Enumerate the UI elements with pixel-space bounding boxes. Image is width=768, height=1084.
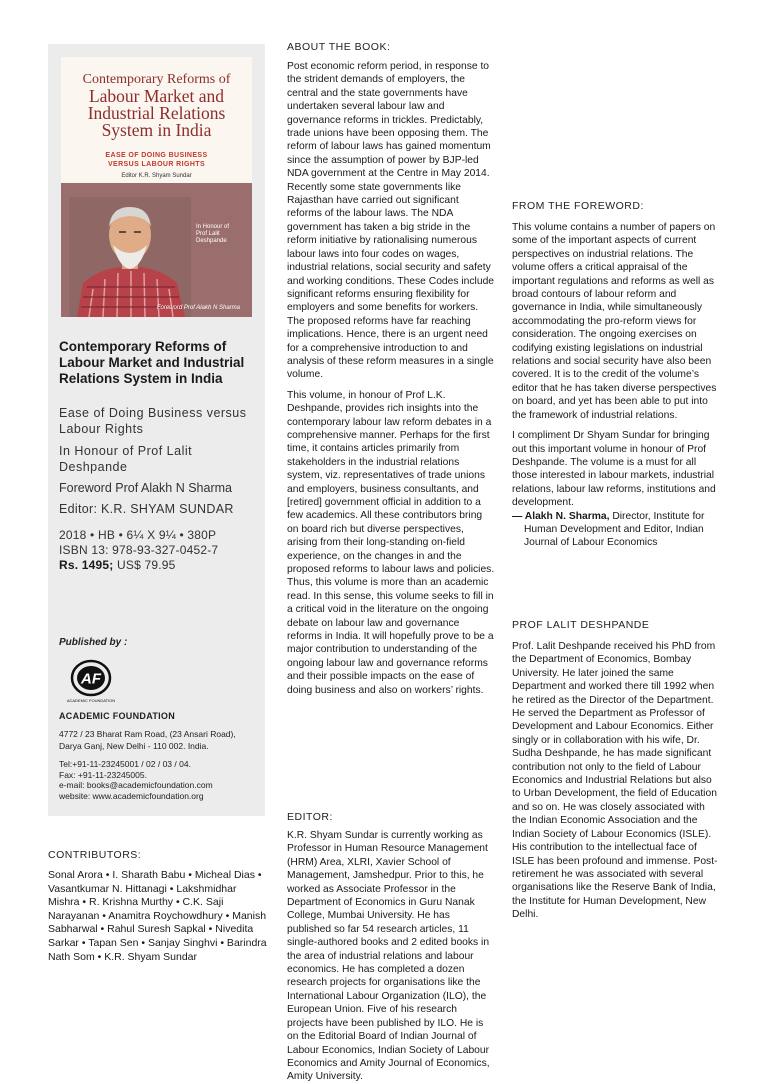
about-paragraph: Post economic reform period, in response to the strident demands of employers, the central and the state governments have undertaken several labour law and governance reforms in trickles. Predictably, trade unions have been opposing them. The reform of labour laws has gained momentum since the assumption of power by BJP-led NDA government at the Centre in May 2014. Recently some state governments like Rajasthan have carried out significant reforms of the labour laws. The NDA government has taken a big stride in the reform initiative by rationalising numerous labour laws into four codes on wages, industrial relations, social security and safety and working conditions. These Codes include significant reforms ensuring flexibility for employers and some benefits for workers. The proposed reforms have far reaching implications. Hence, there is an urgent need for a comprehensive introduction to and analysis of these reform measures in a single volume. — [287, 61, 495, 381]
book-specs — [59, 528, 259, 573]
about-text — [287, 60, 495, 704]
book-editor: Editor: K.R. SHYAM SUNDAR — [59, 502, 234, 516]
academic-foundation-logo — [66, 658, 116, 704]
book-cover — [61, 57, 252, 317]
cover-honour-line: In Honour of — [196, 224, 230, 230]
isbn: ISBN 13: 978-93-327-0452-7 — [59, 543, 219, 557]
cover-honour — [196, 224, 250, 245]
foreword-text — [512, 221, 722, 550]
about-paragraph: This volume, in honour of Prof L.K. Deshpande, provides rich insights into the contemporary labour law reform debates in a comprehensive manner. Perhaps for the first time, it contains articles primarily from stakeholders in the industrial relations system, viz. representatives of trade unions and employers, business consultants, and [retired] government official in addition to a few academics. All these contributors bring on board rich but diverse perspectives, arising from their long-standing on-field experience, on the changes in and the proposed reforms to labour laws and policies. Thus, this volume is more than an academic read. In this sense, this volume seeks to fill in a critical void in the literature on the ongoing debate on labour law and governance reforms in India. It will hopefully prove to be a major contribution to understanding of the ongoing labour law and governance reforms and their possible impacts on the ease of doing business and also on workers’ rights. — [287, 389, 495, 696]
logo-caption: ACADEMIC FOUNDATION — [66, 698, 116, 703]
contributors-heading: CONTRIBUTORS: — [48, 849, 142, 861]
contributors-list: Sonal Arora • I. Sharath Babu • Micheal Dias • Vasantkumar N. Hittanagi • Lakshmidhar Mishra • R. Krishna Murthy • C.K. Saji Narayanan • Anamitra Roychowdhury • Manish Sabharwal • Rahul Suresh Sapkal • Nivedita Sarkar • Tapan Sen • Sanjay Singhvi • Barindra Nath Som • K.R. Shyam Sundar — [48, 869, 267, 963]
editor-text: K.R. Shyam Sundar is currently working as Professor in Human Resource Management (HRM) Area, XLRI, Xavier School of Management, Jamshedpur. Prior to this, he worked as Associate Professor in the Department of Economics in Guru Nanak College, Mumbai University. He has published so far 54 research articles, 11 single-authored books and 2 edited books in the area of industrial relations and labour economics. He has completed a dozen research projects for organisations like the International Labour Organization (ILO), the European Union. Five of his research projects have been published by ILO. He is on the Editorial Board of Indian Journal of Labour Economics, Indian Society of Labour Economics and Amity Journal of Economics, Amity University. — [287, 830, 490, 1083]
cover-subtitle — [65, 151, 248, 169]
book-subtitle: Ease of Doing Business versus Labour Rights — [59, 406, 247, 436]
book-title: Contemporary Reforms of Labour Market and Industrial Relations System in India — [59, 339, 245, 386]
foreword-paragraph: I compliment Dr Shyam Sundar for bringing out this important volume in honour of Prof Deshpande. The volume is a must for all those interested in labour markets, industrial relations, labour law reforms, institutions and development. — [512, 430, 716, 509]
price — [59, 558, 259, 573]
book-honour: In Honour of Prof Lalit Deshpande — [59, 444, 193, 474]
publisher-email[interactable]: e-mail: books@academicfoundation.com — [59, 780, 213, 790]
editor-heading: EDITOR: — [287, 811, 333, 823]
format-specs: 2018 • HB • 6¼ X 9¼ • 380P — [59, 528, 217, 542]
price-usd: US$ 79.95 — [113, 558, 176, 572]
cover-title-line: Contemporary Reforms of — [82, 72, 231, 87]
about-heading: ABOUT THE BOOK: — [287, 41, 391, 53]
cover-title-line: Industrial Relations — [87, 103, 226, 123]
signature-affiliation: Director, Institute for Human Development and Editor, Indian Journal of Labour Economics — [524, 510, 705, 549]
deshpande-heading: PROF LALIT DESHPANDE — [512, 619, 650, 631]
cover-foreword: Foreword Prof Alakh N Sharma — [156, 305, 240, 311]
book-foreword-by: Foreword Prof Alakh N Sharma — [59, 481, 232, 495]
address-line: Darya Ganj, New Delhi - 110 002. India. — [59, 740, 209, 751]
signature-name: — Alakh N. Sharma, — [512, 510, 610, 522]
publisher-fax: Fax: +91-11-23245005. — [59, 769, 147, 780]
publisher-address — [59, 729, 264, 752]
deshpande-text: Prof. Lalit Deshpande received his PhD from the Department of Economics, Bombay University. He later joined the same Department and worked there till 1992 when he retired as the Director of the Department. He served the Department as Professor of Development and Labour Economics. Either singly or in collaboration with his wife, Dr. Sudha Deshpande, he has made significant contribution not only to the field of Labour Economics and Industrial Relations but also to Urban Development, the field of Education and so on. He was closely associated with the Indian Economic Association and the Indian Society of Labour Economics (ISLE). His contribution to the intellectual face of ISLE has been profound and immense. Post-retirement he was associated with several organisations like the Reserve Bank of India, the Institute for Human Development, New Delhi. — [512, 641, 718, 921]
logo-monogram: AF — [81, 670, 101, 688]
cover-editor: Editor K.R. Shyam Sundar — [121, 173, 192, 179]
cover-title — [65, 71, 248, 139]
foreword-heading: FROM THE FOREWORD: — [512, 200, 644, 212]
cover-subtitle-line: EASE OF DOING BUSINESS — [105, 152, 208, 159]
price-rs: Rs. 1495; — [59, 558, 114, 572]
cover-title-line: Labour Market and — [88, 86, 225, 106]
foreword-paragraph: This volume contains a number of papers on some of the important aspects of current perspectives on industrial relations. The volume offers a critical appraisal of the important regulations and reforms as well as broad contours of labour reform and governance in India, while simultaneously accommodating the pro-reform views for consideration. The ongoing exercises on codifying existing legislations on industrial relations and social security have also been covered. It is to the credit of the volume’s editor that he has taken diverse perspectives on board, and yet has been able to put into the framework of industrial relations. — [512, 222, 717, 421]
cover-honour-line: Prof Lalit Deshpande — [196, 231, 227, 244]
publisher-contact — [59, 759, 264, 801]
cover-title-line: System in India — [101, 120, 212, 140]
publisher-name: ACADEMIC FOUNDATION — [59, 711, 176, 721]
publisher-tel: Tel:+91-11-23245001 / 02 / 03 / 04. — [59, 759, 191, 769]
cover-subtitle-line: VERSUS LABOUR RIGHTS — [107, 161, 206, 168]
foreword-signature — [512, 510, 722, 550]
published-by-label: Published by : — [59, 637, 128, 648]
portrait-image — [69, 197, 191, 317]
publisher-website[interactable]: website: www.academicfoundation.org — [59, 790, 204, 801]
address-line: 4772 / 23 Bharat Ram Road, (23 Ansari Road), — [59, 729, 236, 739]
